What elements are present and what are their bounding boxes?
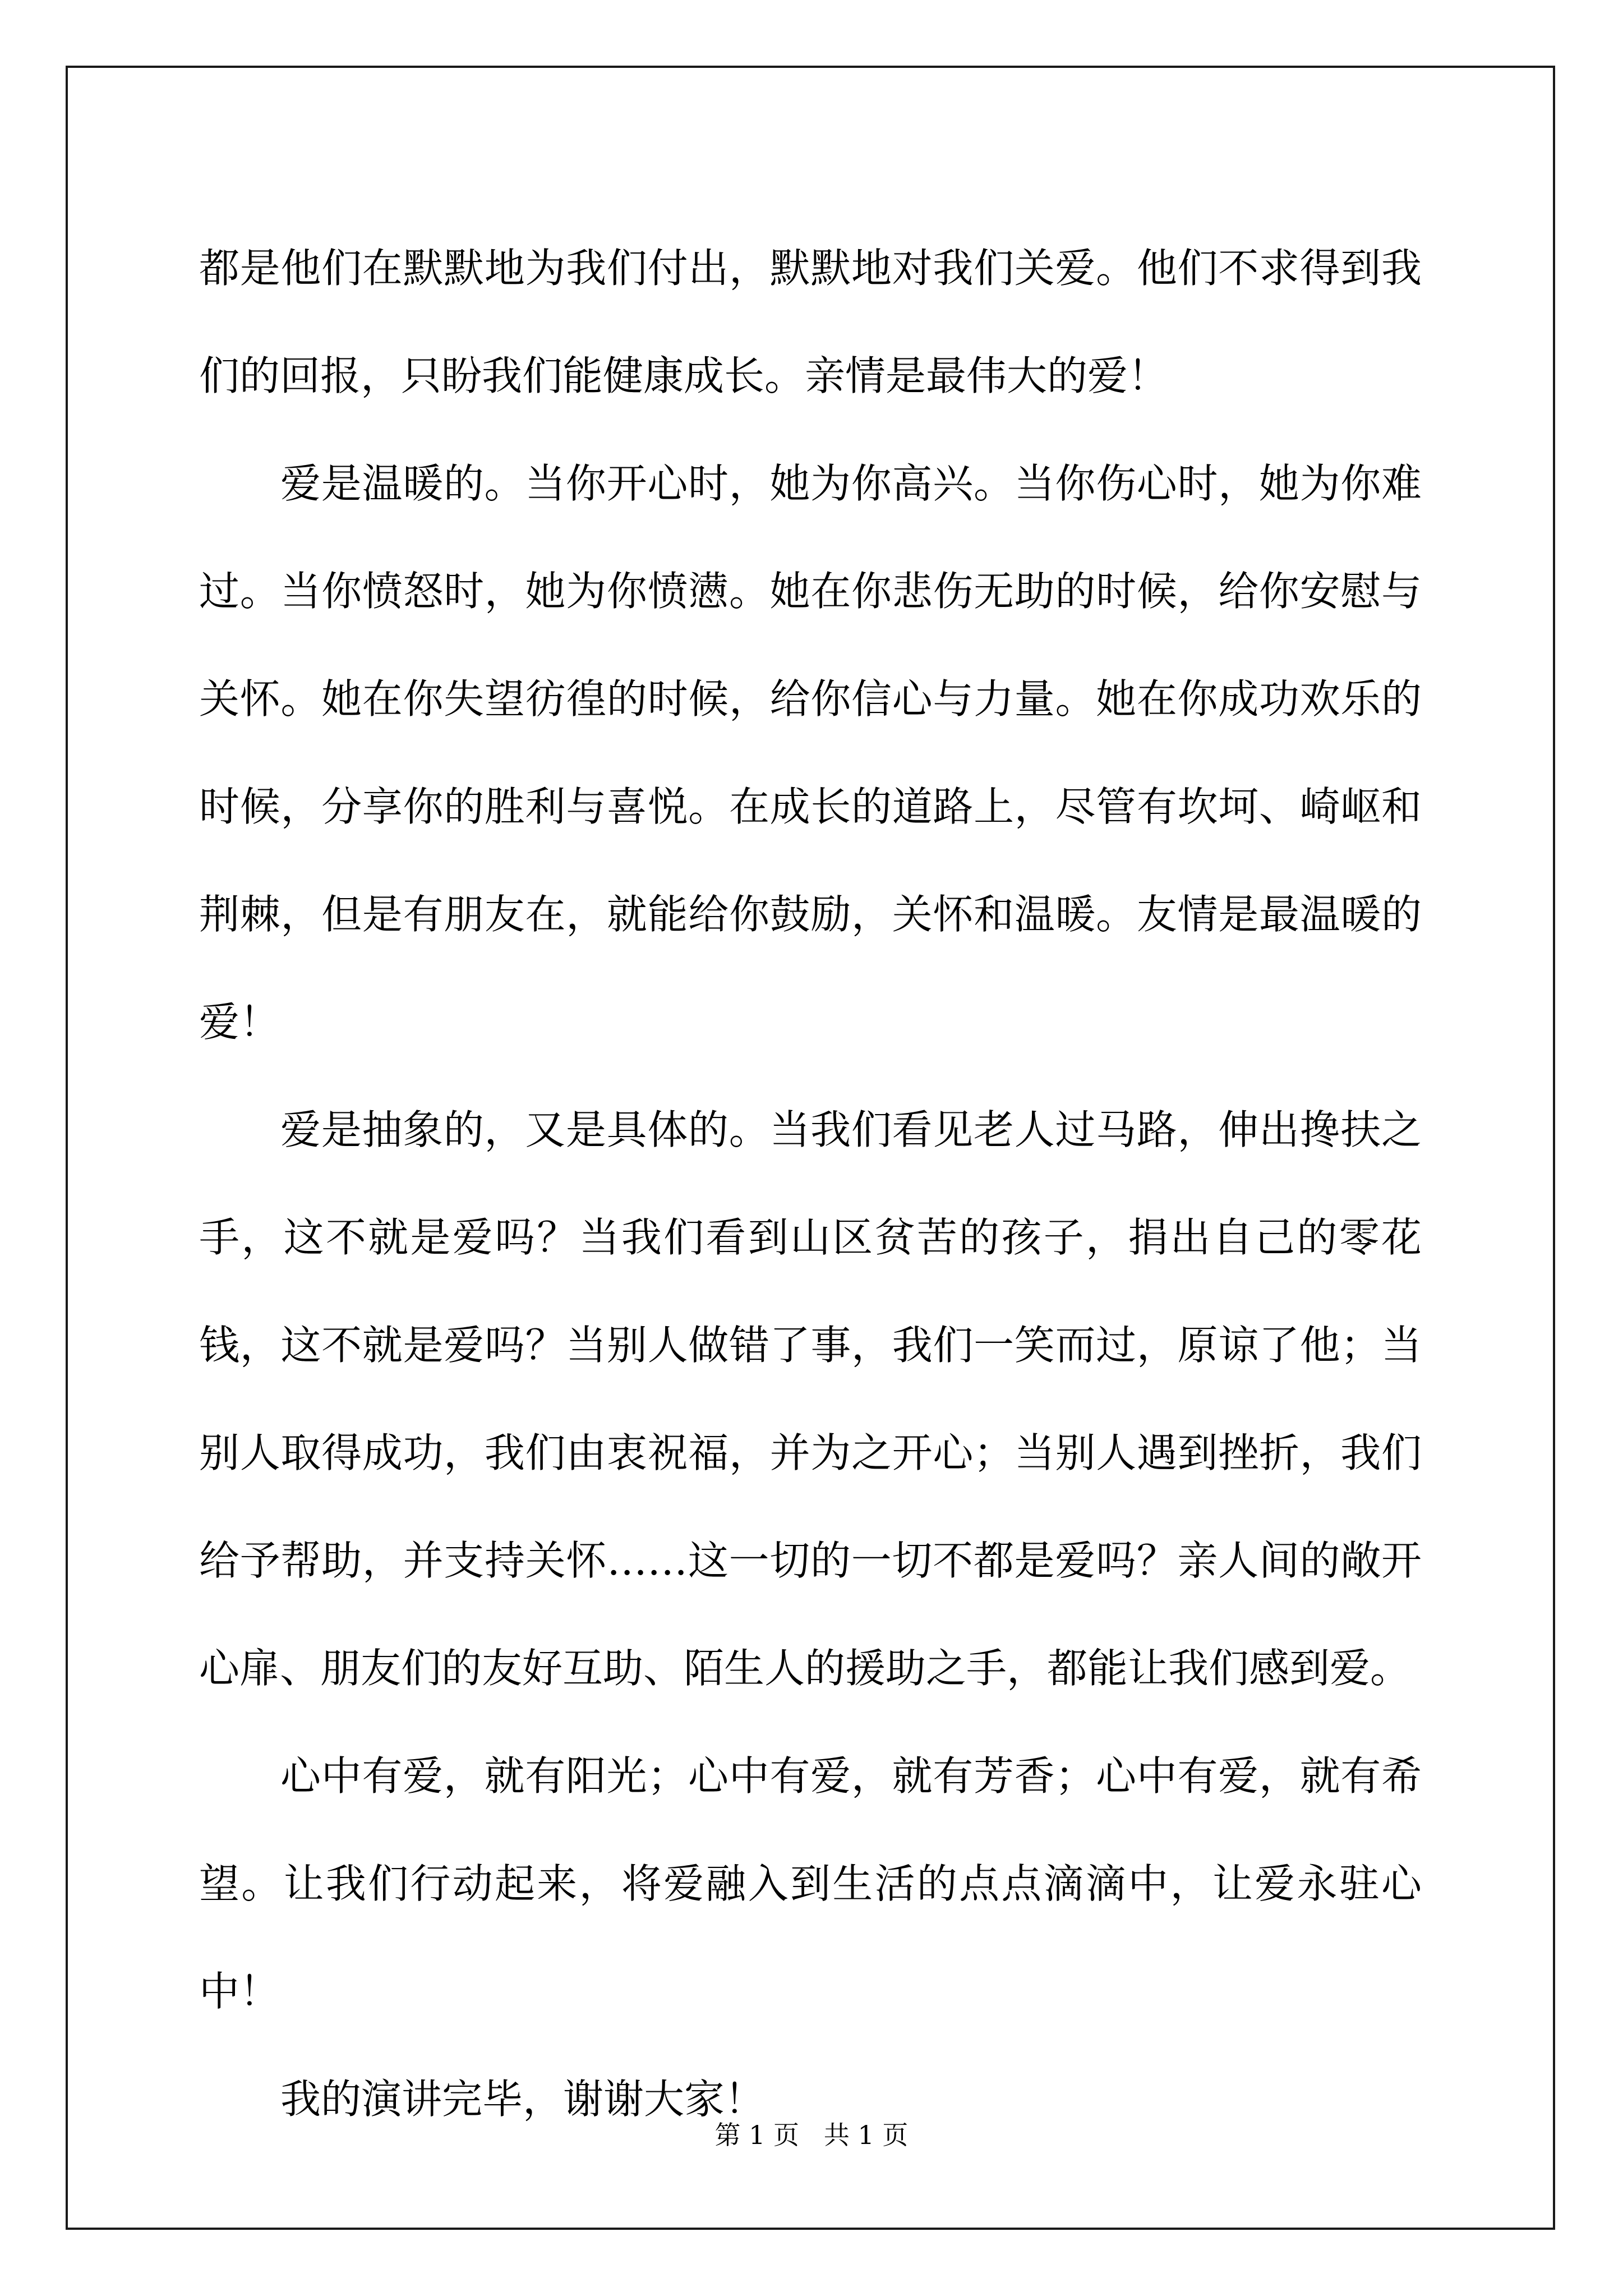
paragraph-3: 爱是抽象的，又是具体的。当我们看见老人过马路，伸出搀扶之手，这不就是爱吗？当我们看到山区贫苦的孩子，捐出自己的零花钱，这不就是爱吗？当别人做错了事，我们一笑而过，原谅了他；当别人取得成功，我们由衷祝福，并为之开心；当别人遇到挫折，我们给予帮助，并支持关怀……这一切的一切不都是爱吗？亲人间的敞开心扉、朋友们的友好互助、陌生人的援助之手，都能让我们感到爱。 xyxy=(199,1106,1422,1692)
page-number-footer: 第 1 页 共 1 页 xyxy=(714,2120,909,2150)
paragraph-1: 都是他们在默默地为我们付出，默默地对我们关爱。他们不求得到我们的回报，只盼我们能健康成长。亲情是最伟大的爱！ xyxy=(199,245,1422,399)
paragraph-5: 我的演讲完毕，谢谢大家！ xyxy=(280,2076,766,2123)
paragraph-4: 心中有爱，就有阳光；心中有爱，就有芳香；心中有爱，就有希望。让我们行动起来，将爱融入到生活的点点滴滴中，让爱永驻心中！ xyxy=(199,1752,1422,2015)
paragraph-2: 爱是温暖的。当你开心时，她为你高兴。当你伤心时，她为你难过。当你愤怒时，她为你愤懑。她在你悲伤无助的时候，给你安慰与关怀。她在你失望彷徨的时候，给你信心与力量。她在你成功欢乐的时候，分享你的胜利与喜悦。在成长的道路上，尽管有坎坷、崎岖和荆棘，但是有朋友在，就能给你鼓励，关怀和温暖。友情是最温暖的爱！ xyxy=(199,460,1422,1046)
document-body xyxy=(199,214,1422,2153)
